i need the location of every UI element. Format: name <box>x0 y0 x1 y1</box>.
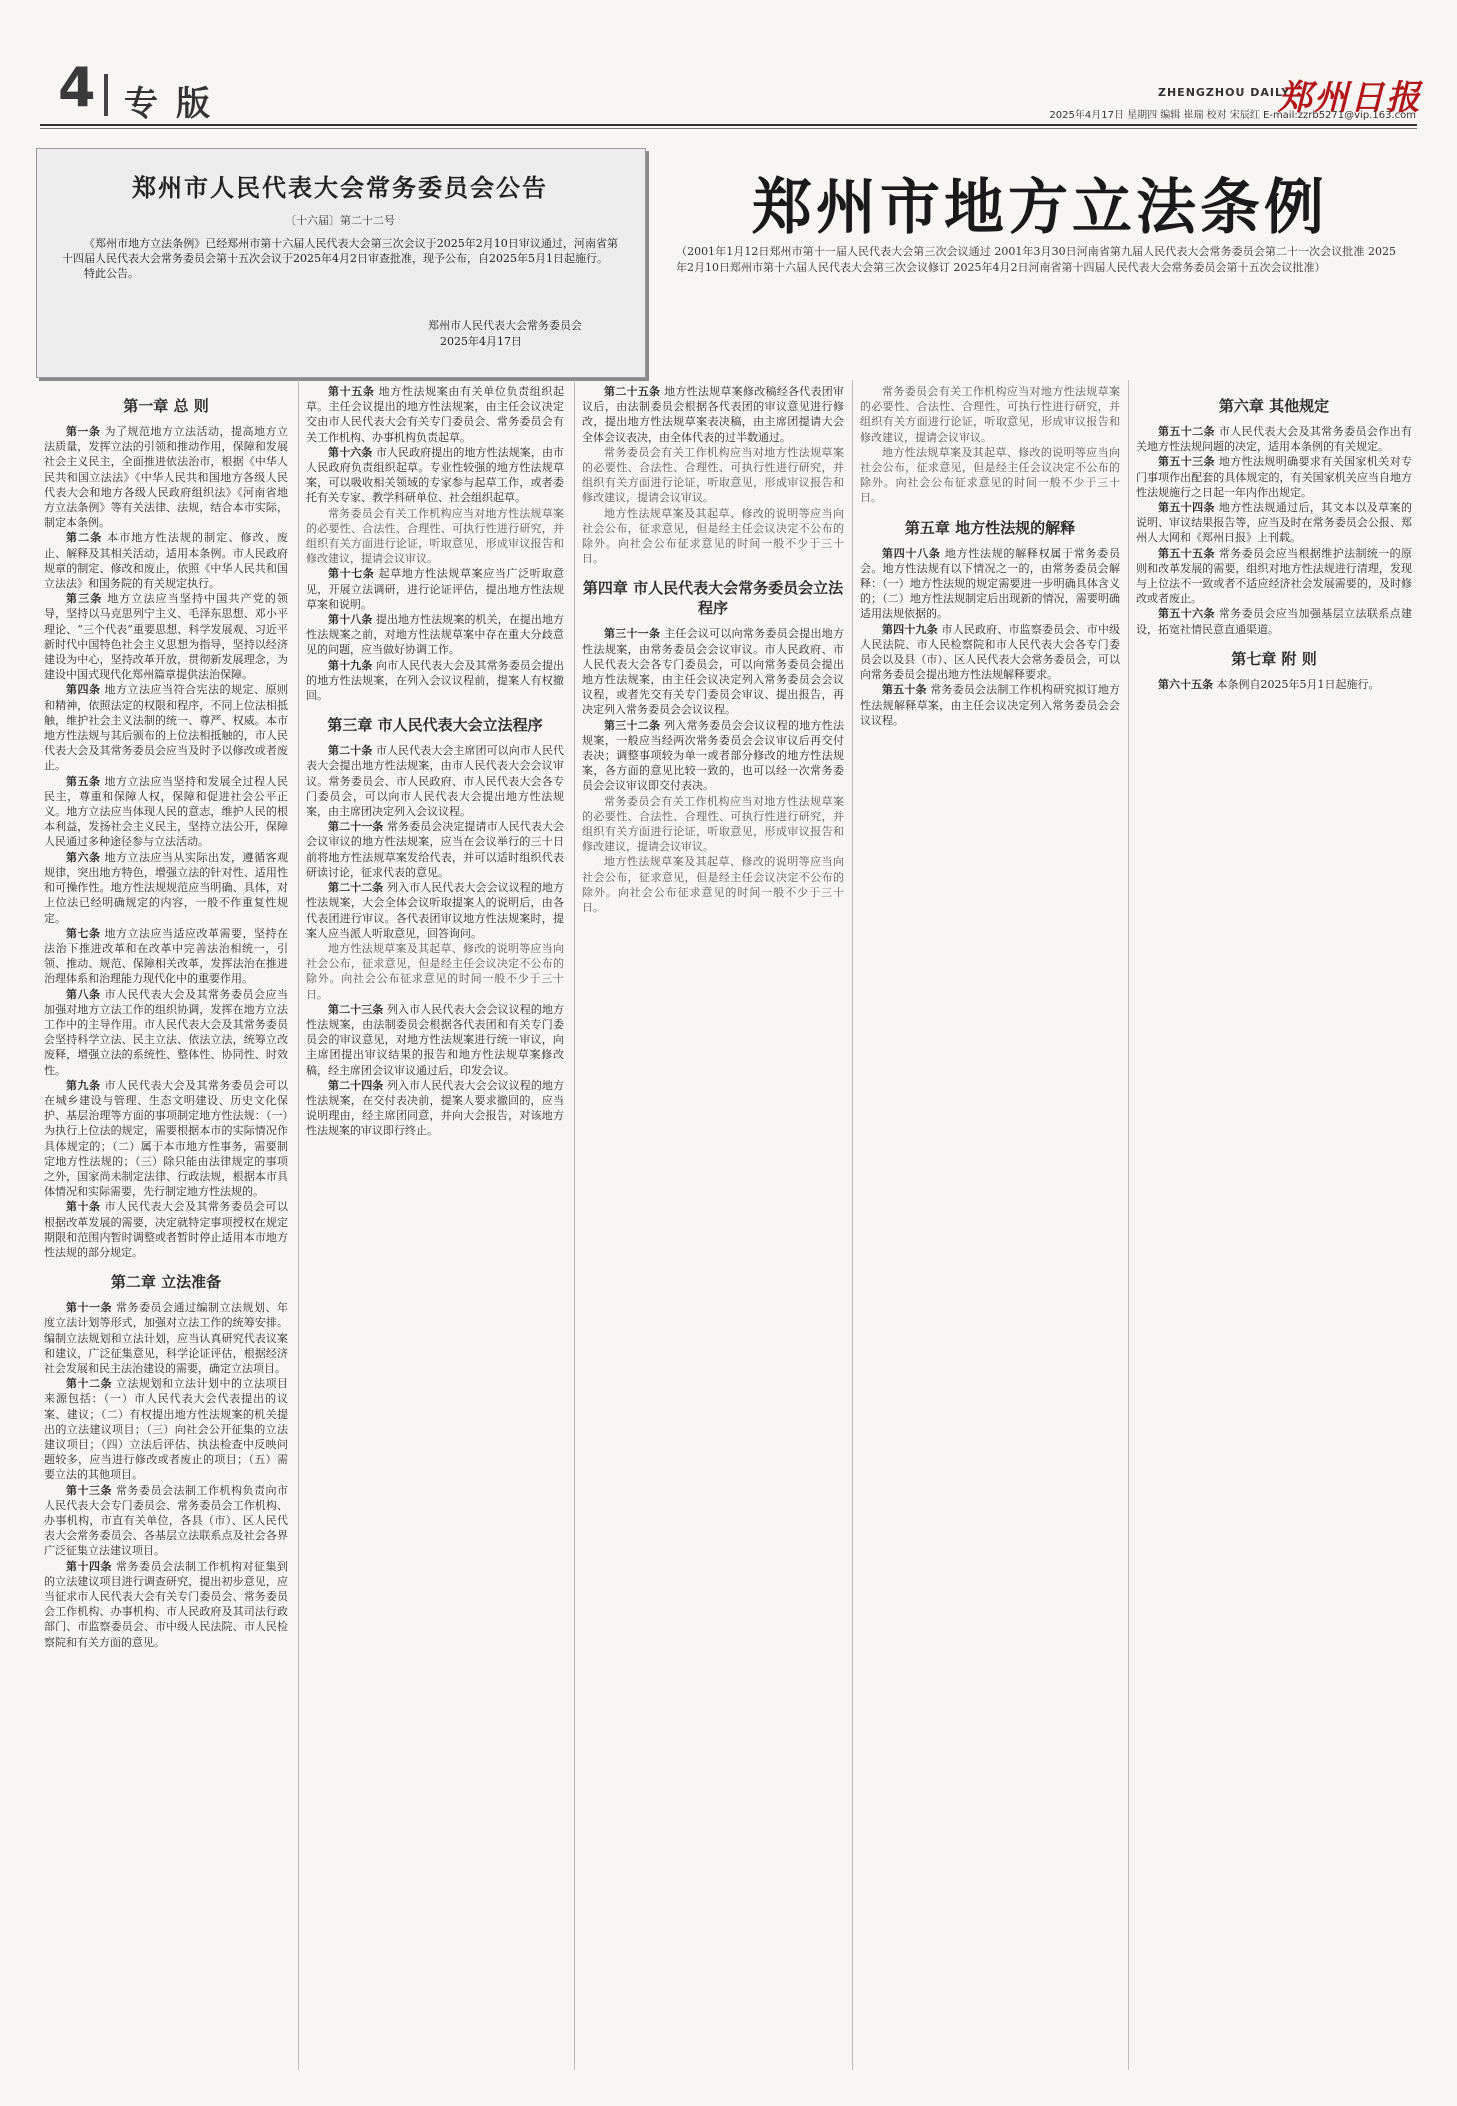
article-text: 市人民政府、市监察委员会、市中级人民法院、市人民检察院和市人民代表大会各专门委员会以及县（市）、区人民代表大会常务委员会，可以向常务委员会提出地方性法规解释要求。 <box>860 622 1120 682</box>
article-label: 第三十一条 <box>604 627 661 641</box>
article <box>44 424 288 530</box>
article-text: 常务委员会法制工作机构负责向市人民代表大会专门委员会、常务委员会工作机构、办事机构，市直有关单位，各县（市）、区人民代表大会常务委员会、各基层立法联系点及社会各界广泛征集立法建议项目。 <box>44 1483 288 1558</box>
article <box>306 658 564 704</box>
article-label: 第三条 <box>66 592 103 606</box>
article-text: 地方性法规通过后，其文本以及草案的说明、审议结果报告等，应当及时在常务委员会公报、郑州人大网和《郑州日报》上刊载。 <box>1136 501 1412 545</box>
column-rule <box>574 380 575 2070</box>
article-text: 地方立法应当符合宪法的规定、原则和精神，依照法定的权限和程序，不同上位法相抵触，维护社会主义法制的统一、尊严、权威。本市地方性法规与其后颁布的上位法相抵触的，市人民代表大会及其常务委员会应当及时予以修改或者废止。 <box>44 683 288 773</box>
paragraph: 常务委员会有关工作机构应当对地方性法规草案的必要性、合法性、合理性、可执行性进行研究，并组织有关方面进行论证，听取意见，形成审议报告和修改建议，提请会议审议。 <box>582 445 844 505</box>
notice-body-text: 《郑州市地方立法条例》已经郑州市第十六届人民代表大会第三次会议于2025年2月10日审议通过，河南省第十四届人民代表大会常务委员会第十五次会议于2025年4月2日审查批准，现予公布，自2025年5月1日起施行。 <box>62 237 618 265</box>
article <box>582 384 844 445</box>
article <box>306 819 564 880</box>
article-label: 第五十二条 <box>1158 425 1215 438</box>
article <box>44 1078 288 1200</box>
article <box>44 530 288 591</box>
chapter-heading: 第四章 市人民代表大会常务委员会立法程序 <box>582 579 844 618</box>
article-label: 第十五条 <box>328 385 375 398</box>
article <box>860 682 1120 728</box>
article-text: 地方立法应当适应改革需要，坚持在法治下推进改革和在改革中完善法治相统一，引领、推动、规范、保障相关改革，发挥法治在推进治理体系和治理能力现代化中的重要作用。 <box>44 926 288 986</box>
article-text: 常务委员会法制工作机构对征集到的立法建议项目进行调查研究，提出初步意见，应当征求市人民代表大会有关专门委员会、常务委员会工作机构、办事机构、市人民政府及其司法行政部门、市监察委员会、市中级人民法院、市人民检察院和有关方面的意见。 <box>44 1559 288 1649</box>
article-label: 第六条 <box>66 850 101 864</box>
article-text: 地方性法规草案修改稿经各代表团审议后，由法制委员会根据各代表团的审议意见进行修改，提出地方性法规草案表决稿，由主席团提请大会全体会议表决，由全体代表的过半数通过。 <box>582 385 844 444</box>
article-label: 第八条 <box>66 987 101 1001</box>
article <box>44 1199 288 1260</box>
article-label: 第五十六条 <box>1158 607 1215 621</box>
article-text: 列入市人民代表大会会议议程的地方性法规案，由法制委员会根据各代表团和有关专门委员会的审议意见，对地方性法规案进行统一审议，向主席团提出审议结果的报告和地方性法规草案修改稿，经主席团会议审议通过后，印发会议。 <box>306 1002 564 1077</box>
article-label: 第四十八条 <box>882 546 941 560</box>
article <box>1136 677 1412 692</box>
header-rule <box>40 124 1417 126</box>
article-label: 第四十九条 <box>882 622 938 636</box>
chapter-heading: 第三章 市人民代表大会立法程序 <box>327 716 543 735</box>
article <box>44 926 288 987</box>
column-rule <box>852 380 853 2070</box>
article <box>44 1300 288 1376</box>
article <box>306 1078 564 1139</box>
article <box>306 743 564 819</box>
article-text: 地方立法应当坚持和发展全过程人民民主，尊重和保障人权，保障和促进社会公平正义。地方立法应当体现人民的意志，维护人民的根本利益，发扬社会主义民主，坚持立法公开，保障人民通过多种途径参与立法活动。 <box>44 774 288 849</box>
article-text: 向市人民代表大会及其常务委员会提出的地方性法规案，在列入会议议程前，提案人有权撤回。 <box>306 658 564 703</box>
notice-body-tail: 特此公告。 <box>84 267 139 280</box>
article <box>44 591 288 682</box>
article-text: 市人民代表大会及其常务委员会可以根据改革发展的需要，决定就特定事项授权在规定期限和范围内暂时调整或者暂时停止适用本市地方性法规的部分规定。 <box>44 1200 288 1259</box>
article-label: 第七条 <box>66 926 101 940</box>
article-text: 列入市人民代表大会会议议程的地方性法规案，大会全体会议听取提案人的说明后，由各代表团进行审议。各代表团审议地方性法规案时，提案人应当派人听取意见，回答询问。 <box>306 881 564 940</box>
article-label: 第十九条 <box>328 658 373 672</box>
article <box>306 445 564 506</box>
paragraph: 地方性法规草案及其起草、修改的说明等应当向社会公布，征求意见，但是经主任会议决定不公布的除外。向社会公布征求意见的时间一般不少于三十日。 <box>860 445 1120 505</box>
article <box>306 566 564 612</box>
article-text: 地方性法规的解释权属于常务委员会。地方性法规有以下情况之一的，由常务委员会解释：（一）地方性法规的规定需要进一步明确具体含义的；（二）地方性法规制定后出现新的情况，需要明确适用法规依据的。 <box>860 546 1120 621</box>
paragraph: 常务委员会有关工作机构应当对地方性法规草案的必要性、合法性、合理性、可执行性进行研究，并组织有关方面进行论证，听取意见，形成审议报告和修改建议，提请会议审议。 <box>306 506 564 566</box>
column-rule <box>1128 380 1129 2070</box>
article-text: 起草地方性法规草案应当广泛听取意见，开展立法调研，进行论证评估，提出地方性法规草案和说明。 <box>306 567 564 611</box>
article-label: 第十四条 <box>66 1559 112 1573</box>
column-rule <box>298 380 299 2070</box>
article-text: 为了规范地方立法活动，提高地方立法质量，发挥立法的引领和推动作用，保障和发展社会主义民主，全面推进依法治市，根据《中华人民共和国立法法》《中华人民共和国地方各级人民代表大会和地方各级人民政府组织法》《河南省地方立法条例》等有关法律、法规，结合本市实际，制定本条例。 <box>44 425 288 530</box>
article-text: 常务委员会决定提请市人民代表大会会议审议的地方性法规案，应当在会议举行的三十日前将地方性法规草案发给代表，并可以适时组织代表研读讨论，征求代表的意见。 <box>306 820 564 879</box>
article <box>1136 424 1412 454</box>
article-text: 市人民代表大会及其常务委员会可以在城乡建设与管理、生态文明建设、历史文化保护、基层治理等方面的事项制定地方性法规：（一）为执行上位法的规定，需要根据本市的实际情况作具体规定的；（二）属于本市地方性事务，需要制定地方性法规的；（三）除只能由法律规定的事项之外，国家尚未制定法律、行政法规，根据本市具体情况和实际需要，先行制定地方性法规的。 <box>44 1078 288 1199</box>
paper-name-english: ZHENGZHOU DAILY <box>1158 86 1291 99</box>
article-text: 市人民政府提出的地方性法规案，由市人民政府负责组织起草。专业性较强的地方性法规草案，可以吸收相关领域的专家参与起草工作，或者委托有关专家、教学科研单位、社会组织起草。 <box>306 445 564 505</box>
article <box>44 850 288 926</box>
paragraph: 地方性法规草案及其起草、修改的说明等应当向社会公布，征求意见，但是经主任会议决定不公布的除外。向社会公布征求意见的时间一般不少于三十日。 <box>582 506 844 566</box>
article-label: 第五十三条 <box>1158 455 1215 469</box>
article-column-2 <box>306 384 564 2074</box>
article-label: 第二十二条 <box>328 881 384 895</box>
article-label: 第十六条 <box>328 445 373 459</box>
article-label: 第三十二条 <box>604 718 661 732</box>
article-label: 第十一条 <box>66 1301 112 1315</box>
article-label: 第五十五条 <box>1158 546 1215 560</box>
article <box>306 384 564 445</box>
article-label: 第十条 <box>66 1200 101 1214</box>
article-text: 地方性法规明确要求有关国家机关对专门事项作出配套的具体规定的，有关国家机关应当自地方性法规施行之日起一年内作出规定。 <box>1136 455 1412 499</box>
article-label: 第十三条 <box>66 1483 112 1497</box>
article-text: 市人民代表大会及其常务委员会应当加强对地方立法工作的组织协调，发挥在地方立法工作中的主导作用。市人民代表大会及其常务委员会坚持科学立法、民主立法、依法立法，统筹立改废释，增强立法的系统性、整体性、协同性、时效性。 <box>44 987 288 1077</box>
article <box>1136 606 1412 636</box>
notice-body <box>62 236 618 281</box>
article <box>44 1559 288 1650</box>
header-divider <box>104 74 108 116</box>
chapter-heading: 第七章 附 则 <box>1231 649 1317 668</box>
article-text: 地方立法应当从实际出发，遵循客观规律，突出地方特色，增强立法的针对性、适用性和可操作性。地方性法规规范应当明确、具体，对上位法已经明确规定的内容，一般不作重复性规定。 <box>44 850 288 925</box>
article-label: 第二十一条 <box>328 820 384 834</box>
article <box>44 987 288 1078</box>
article-text: 主任会议可以向常务委员会提出地方性法规案，由常务委员会会议审议。市人民政府、市人民代表大会各专门委员会，可以向常务委员会提出地方性法规案，由主任会议决定列入常务委员会会议议程，或者先交有关专门委员会审议、提出报告，再决定列入常务委员会会议议程。 <box>582 627 844 717</box>
article-label: 第十七条 <box>328 567 375 581</box>
article <box>582 718 844 794</box>
article <box>306 612 564 658</box>
article-text: 地方立法应当坚持中国共产党的领导，坚持以马克思列宁主义、毛泽东思想、邓小平理论、“三个代表”重要思想、科学发展观、习近平新时代中国特色社会主义思想为指导，坚持以经济建设为中心，坚持改革开放，贯彻新发展理念，为建设中国式现代化郑州篇章提供法治保障。 <box>44 592 288 682</box>
notice-number: 〔十六届〕第二十二号 <box>285 214 395 227</box>
article-text: 常务委员会通过编制立法规划、年度立法计划等形式，加强对立法工作的统筹安排。编制立法规划和立法计划，应当认真研究代表议案和建议，广泛征集意见，科学论证评估，根据经济社会发展和民主法治建设的需要，确定立法项目。 <box>44 1301 288 1375</box>
article-column-3 <box>582 384 844 2074</box>
paragraph: 地方性法规草案及其起草、修改的说明等应当向社会公布，征求意见，但是经主任会议决定不公布的除外。向社会公布征求意见的时间一般不少于三十日。 <box>306 941 564 1001</box>
paper-logo: 郑州日报 <box>1278 78 1422 118</box>
article-text: 常务委员会法制工作机构研究拟订地方性法规解释草案，由主任会议决定列入常务委员会会议议程。 <box>860 683 1120 727</box>
article <box>44 1376 288 1482</box>
article <box>44 1483 288 1559</box>
article-label: 第五条 <box>66 774 101 788</box>
header-rule-thin <box>40 128 1417 129</box>
chapter-heading: 第一章 总 则 <box>123 397 209 415</box>
article <box>860 546 1120 622</box>
article <box>44 774 288 850</box>
article-label: 第二十四条 <box>328 1078 384 1092</box>
dateline: 2025年4月17日 星期四 编辑 崔瑞 校对 宋辰红 E-mail:zzrb5271@vip.163.com <box>1049 110 1416 121</box>
law-title: 郑州市地方立法条例 <box>752 173 1328 243</box>
article-column-4 <box>860 384 1120 2074</box>
article-text: 常务委员会应当根据维护法制统一的原则和改革发展的需要，组织对地方性法规进行清理，发现与上位法不一致或者不适应经济社会发展需要的，及时修改或者废止。 <box>1136 546 1412 606</box>
article <box>306 880 564 941</box>
chapter-heading: 第二章 立法准备 <box>110 1273 222 1292</box>
article-label: 第一条 <box>66 425 101 438</box>
notice-title: 郑州市人民代表大会常务委员会公告 <box>132 174 548 202</box>
article-label: 第六十五条 <box>1158 677 1213 691</box>
article-label: 第二条 <box>66 531 103 545</box>
notice-date: 2025年4月17日 <box>440 335 522 348</box>
article-label: 第四条 <box>66 683 101 697</box>
article-text: 市人民代表大会主席团可以向市人民代表大会提出地方性法规案，由市人民代表大会会议审议。常务委员会、市人民政府、市人民代表大会各专门委员会，可以向市人民代表大会提出地方性法规案，由主席团决定列入会议议程。 <box>306 744 564 819</box>
chapter-heading: 第六章 其他规定 <box>1218 397 1330 415</box>
article <box>44 682 288 773</box>
article-label: 第十八条 <box>328 613 373 627</box>
article-label: 第十二条 <box>66 1377 112 1391</box>
article-column-5 <box>1136 384 1412 2074</box>
article-column-1 <box>44 384 288 2074</box>
article <box>1136 500 1412 546</box>
article <box>582 626 844 717</box>
article <box>1136 454 1412 500</box>
article-text: 本条例自2025年5月1日起施行。 <box>1216 677 1380 691</box>
page-number: 4 <box>58 56 96 119</box>
paragraph: 常务委员会有关工作机构应当对地方性法规草案的必要性、合法性、合理性、可执行性进行研究，并组织有关方面进行论证，听取意见，形成审议报告和修改建议，提请会议审议。 <box>582 794 844 854</box>
paragraph: 常务委员会有关工作机构应当对地方性法规草案的必要性、合法性、合理性、可执行性进行研究，并组织有关方面进行论证，听取意见，形成审议报告和修改建议，提请会议审议。 <box>860 385 1120 444</box>
article-text: 提出地方性法规案的机关，在提出地方性法规案之前，对地方性法规草案中存在重大分歧意见的问题，应当做好协调工作。 <box>306 613 564 657</box>
article-text: 地方性法规案由有关单位负责组织起草。主任会议提出的地方性法规案，由主任会议决定交由市人民代表大会有关专门委员会、常务委员会有关工作机构、办事机构负责起草。 <box>306 385 564 444</box>
article-label: 第五十条 <box>882 683 927 697</box>
article-text: 立法规划和立法计划中的立法项目来源包括：（一）市人民代表大会代表提出的议案、建议；（二）有权提出地方性法规案的机关提出的立法建议项目；（三）向社会公开征集的立法建议项目；（四）立法后评估、执法检查中反映问题较多，应当进行修改或者废止的项目；（五）需要立法的其他项目。 <box>44 1377 288 1482</box>
article <box>306 1002 564 1078</box>
notice-signature-org: 郑州市人民代表大会常务委员会 <box>428 319 582 332</box>
article-text: 常务委员会应当加强基层立法联系点建设，拓宽社情民意直通渠道。 <box>1136 607 1412 636</box>
article-label: 第二十五条 <box>604 385 661 398</box>
article-label: 第二十三条 <box>328 1002 384 1016</box>
chapter-heading: 第五章 地方性法规的解释 <box>904 518 1076 537</box>
article-label: 第九条 <box>66 1078 101 1092</box>
article-text: 市人民代表大会及其常务委员会作出有关地方性法规问题的决定，适用本条例的有关规定。 <box>1136 425 1412 454</box>
law-history: （2001年1月12日郑州市第十一届人民代表大会第三次会议通过 2001年3月30日河南省第九届人民代表大会常务委员会第二十一次会议批准 2025年2月10日郑州市第十六届人民代表大会第三次会议修订 2025年4月2日河南省第十四届人民代表大会常务委员会第十五次会议批准） <box>676 245 1396 274</box>
paragraph: 地方性法规草案及其起草、修改的说明等应当向社会公布，征求意见，但是经主任会议决定不公布的除外。向社会公布征求意见的时间一般不少于三十日。 <box>582 855 844 915</box>
article-text: 列入常务委员会会议议程的地方性法规案，一般应当经两次常务委员会会议审议后再交付表决；调整事项较为单一或者部分修改的地方性法规案，各方面的意见比较一致的，也可以经一次常务委员会会议审议即交付表决。 <box>582 718 844 793</box>
article-label: 第五十四条 <box>1158 501 1215 515</box>
article <box>1136 546 1412 607</box>
article <box>860 622 1120 683</box>
notice-signature <box>62 318 582 350</box>
article-label: 第二十条 <box>328 744 373 758</box>
article-text: 列入市人民代表大会会议议程的地方性法规案，在交付表决前，提案人要求撤回的，应当说明理由，经主席团同意，并向大会报告，对该地方性法规案的审议即行终止。 <box>306 1078 564 1138</box>
section-title: 专版 <box>124 84 228 124</box>
article-text: 本市地方性法规的制定、修改、废止、解释及其相关活动，适用本条例。市人民政府规章的制定、修改和废止，依照《中华人民共和国立法法》和国务院的有关规定执行。 <box>44 531 288 591</box>
